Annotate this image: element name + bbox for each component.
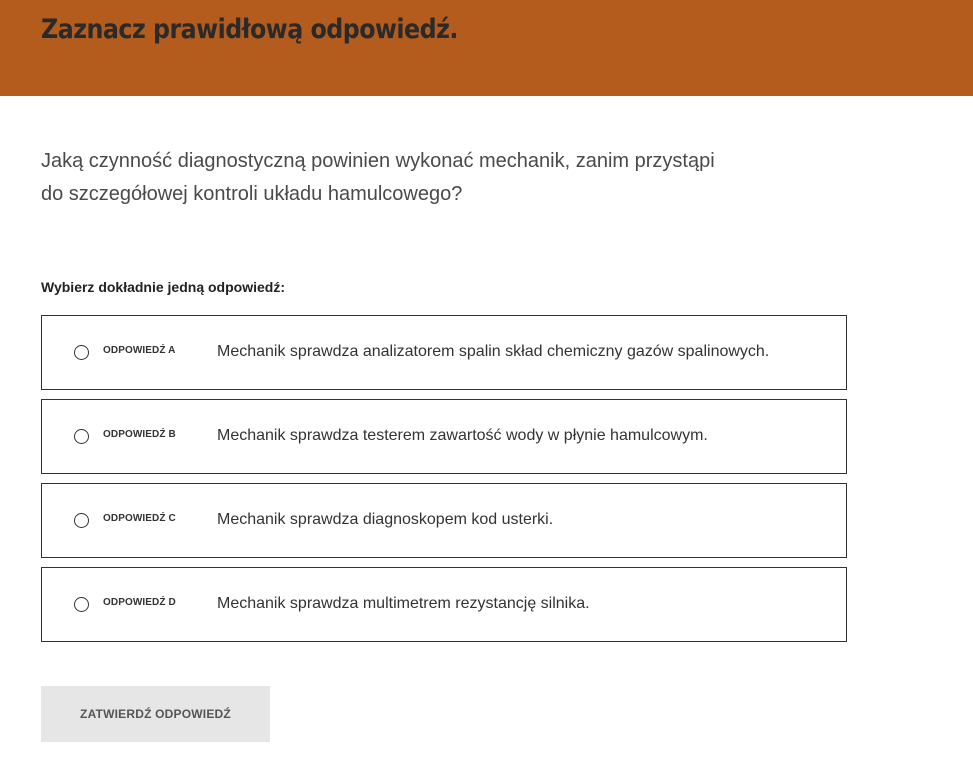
question-line-1: Jaką czynność diagnostyczną powinien wykonać mechanik, zanim przystąpi (41, 150, 715, 172)
answer-option-b[interactable] (41, 399, 847, 474)
radio-button-a[interactable] (74, 345, 89, 360)
question-text (41, 145, 801, 211)
answer-option-d[interactable] (41, 567, 847, 642)
answer-option-text: Mechanik sprawdza testerem zawartość wody w płynie hamulcowym. (217, 427, 708, 444)
answer-option-label: ODPOWIEDŹ C (103, 513, 176, 524)
radio-button-b[interactable] (74, 429, 89, 444)
radio-button-d[interactable] (74, 597, 89, 612)
answer-option-text: Mechanik sprawdza diagnoskopem kod usterki. (217, 511, 554, 528)
answer-option-text: Mechanik sprawdza multimetrem rezystancję silnika. (217, 595, 590, 612)
instruction-text: Wybierz dokładnie jedną odpowiedź: (41, 279, 285, 295)
page-title: Zaznacz prawidłową odpowiedź. (41, 14, 458, 45)
header-banner (0, 0, 973, 96)
radio-button-c[interactable] (74, 513, 89, 528)
answer-option-text: Mechanik sprawdza analizatorem spalin skład chemiczny gazów spalinowych. (217, 343, 770, 360)
submit-answer-button[interactable]: ZATWIERDŹ ODPOWIEDŹ (41, 686, 270, 742)
answer-option-label: ODPOWIEDŹ D (103, 597, 176, 608)
answer-option-c[interactable] (41, 483, 847, 558)
answer-option-label: ODPOWIEDŹ B (103, 429, 176, 440)
answer-option-a[interactable] (41, 315, 847, 390)
answer-option-label: ODPOWIEDŹ A (103, 345, 176, 356)
question-line-2: do szczegółowej kontroli układu hamulcowego? (41, 183, 463, 205)
